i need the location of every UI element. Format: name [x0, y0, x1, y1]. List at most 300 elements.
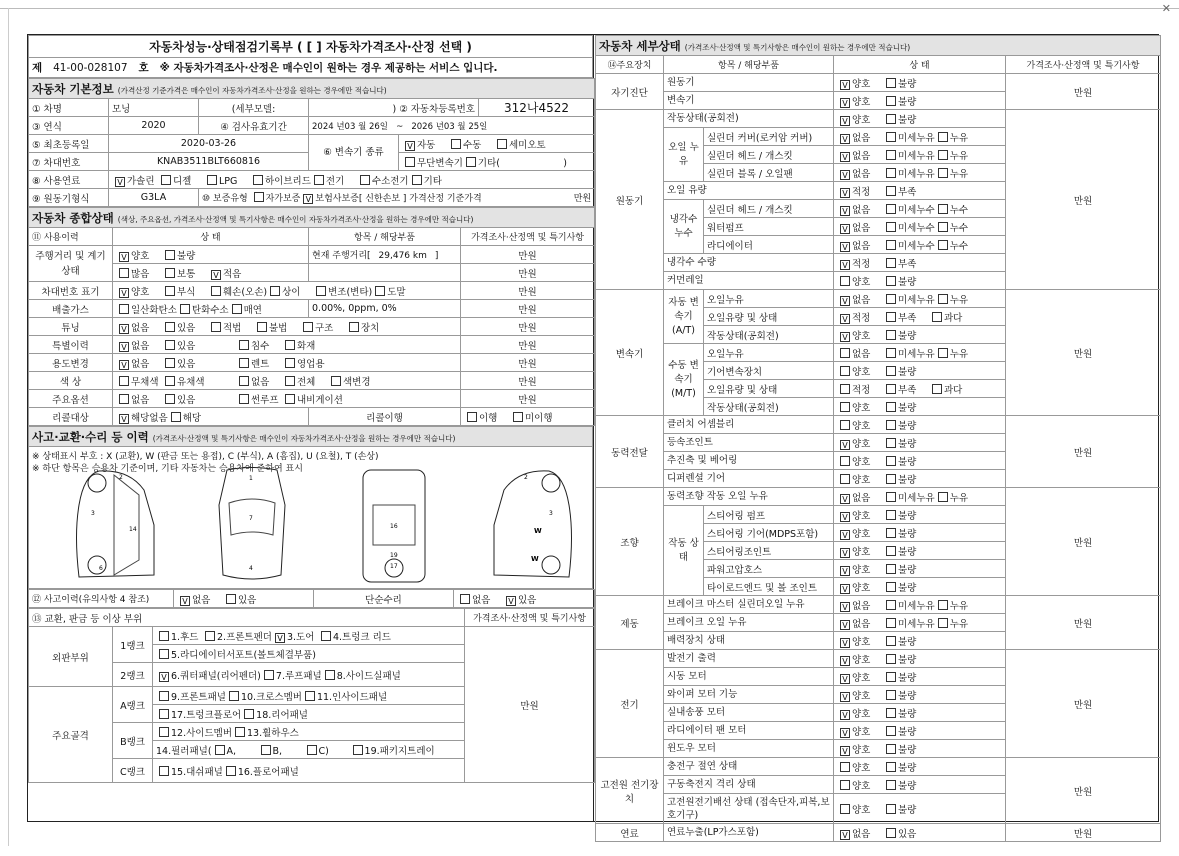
checkbox-icon[interactable] — [840, 456, 850, 466]
checkbox-icon[interactable]: V — [840, 548, 850, 558]
checkbox-icon[interactable]: V — [840, 206, 850, 216]
option-checkbox[interactable] — [116, 320, 162, 334]
checkbox-icon[interactable] — [412, 175, 422, 185]
checkbox-icon[interactable] — [938, 222, 948, 232]
option-checkbox[interactable] — [837, 634, 883, 648]
checkbox-icon[interactable] — [257, 322, 267, 332]
checkbox-icon[interactable] — [938, 132, 948, 142]
option-checkbox[interactable] — [883, 652, 929, 666]
option-checkbox[interactable] — [883, 490, 935, 504]
checkbox-icon[interactable] — [244, 709, 254, 719]
checkbox-icon[interactable] — [331, 376, 341, 386]
checkbox-icon[interactable] — [305, 691, 315, 701]
checkbox-icon[interactable] — [119, 304, 129, 314]
option-checkbox[interactable] — [837, 238, 883, 252]
checkbox-icon[interactable]: V — [840, 314, 850, 324]
option-checkbox[interactable] — [402, 137, 448, 151]
checkbox-icon[interactable] — [375, 286, 385, 296]
option-checkbox[interactable] — [372, 284, 418, 298]
option-checkbox[interactable] — [223, 592, 269, 606]
option-checkbox[interactable] — [837, 202, 883, 216]
checkbox-icon[interactable] — [325, 670, 335, 680]
option-checkbox[interactable] — [162, 392, 208, 406]
option-checkbox[interactable] — [883, 184, 929, 198]
checkbox-icon[interactable] — [938, 618, 948, 628]
option-checkbox[interactable] — [883, 760, 929, 774]
option-checkbox[interactable] — [837, 802, 883, 816]
option-checkbox[interactable] — [837, 364, 883, 378]
option-checkbox[interactable] — [837, 580, 883, 594]
checkbox-icon[interactable] — [513, 412, 523, 422]
status-options[interactable] — [834, 824, 1006, 842]
option-checkbox[interactable] — [350, 743, 435, 757]
option-checkbox[interactable] — [302, 689, 387, 703]
option-checkbox[interactable] — [282, 338, 328, 352]
checkbox-icon[interactable] — [932, 384, 942, 394]
checkbox-icon[interactable] — [886, 366, 896, 376]
checkbox-icon[interactable] — [316, 286, 326, 296]
option-checkbox[interactable] — [162, 248, 208, 262]
checkbox-icon[interactable] — [180, 304, 190, 314]
rank2-row[interactable] — [153, 663, 465, 687]
status-options[interactable] — [834, 758, 1006, 776]
checkbox-icon[interactable] — [229, 691, 239, 701]
checkbox-icon[interactable] — [886, 240, 896, 250]
checkbox-icon[interactable] — [264, 670, 274, 680]
option-checkbox[interactable] — [883, 706, 929, 720]
option-checkbox[interactable] — [837, 274, 883, 288]
option-checkbox[interactable] — [935, 166, 981, 180]
checkbox-icon[interactable]: V — [119, 324, 129, 334]
option-checkbox[interactable] — [282, 392, 343, 406]
option-checkbox[interactable] — [837, 418, 883, 432]
checkbox-icon[interactable] — [165, 376, 175, 386]
option-checkbox[interactable] — [935, 490, 981, 504]
status-options[interactable] — [834, 200, 1006, 218]
checkbox-icon[interactable]: V — [840, 260, 850, 270]
option-checkbox[interactable] — [162, 356, 208, 370]
option-checkbox[interactable] — [229, 302, 275, 316]
option-checkbox[interactable] — [837, 652, 883, 666]
status-options[interactable] — [834, 344, 1006, 362]
checkbox-icon[interactable] — [886, 330, 896, 340]
option-checkbox[interactable] — [494, 137, 546, 151]
option-checkbox[interactable] — [883, 94, 929, 108]
checkbox-icon[interactable]: V — [840, 152, 850, 162]
checkbox-icon[interactable] — [270, 286, 280, 296]
checkbox-icon[interactable] — [886, 510, 896, 520]
checkbox-icon[interactable]: V — [840, 80, 850, 90]
gen-r3[interactable] — [113, 282, 461, 300]
checkbox-icon[interactable] — [261, 745, 271, 755]
option-checkbox[interactable] — [837, 706, 883, 720]
status-options[interactable] — [834, 254, 1006, 272]
gen-r4[interactable] — [113, 300, 309, 318]
option-checkbox[interactable] — [162, 284, 208, 298]
status-options[interactable] — [834, 74, 1006, 92]
checkbox-icon[interactable]: V — [119, 342, 129, 352]
checkbox-icon[interactable]: V — [840, 98, 850, 108]
checkbox-icon[interactable] — [886, 636, 896, 646]
checkbox-icon[interactable]: V — [840, 830, 850, 840]
status-options[interactable] — [834, 128, 1006, 146]
status-options[interactable] — [834, 488, 1006, 506]
status-options[interactable] — [834, 650, 1006, 668]
gen-r10[interactable] — [113, 408, 309, 426]
checkbox-icon[interactable] — [886, 690, 896, 700]
status-options[interactable] — [834, 560, 1006, 578]
fuel-opts[interactable] — [109, 171, 595, 189]
option-checkbox[interactable] — [116, 266, 162, 280]
option-checkbox[interactable] — [883, 454, 929, 468]
option-checkbox[interactable] — [116, 392, 162, 406]
checkbox-icon[interactable] — [215, 745, 225, 755]
checkbox-icon[interactable] — [886, 780, 896, 790]
checkbox-icon[interactable] — [886, 186, 896, 196]
checkbox-icon[interactable] — [254, 192, 264, 202]
checkbox-icon[interactable]: V — [119, 288, 129, 298]
option-checkbox[interactable] — [258, 745, 304, 757]
checkbox-icon[interactable] — [840, 762, 850, 772]
option-checkbox[interactable] — [236, 338, 282, 352]
checkbox-icon[interactable] — [886, 618, 896, 628]
checkbox-icon[interactable] — [165, 340, 175, 350]
checkbox-icon[interactable] — [886, 600, 896, 610]
checkbox-icon[interactable] — [938, 204, 948, 214]
checkbox-icon[interactable] — [239, 376, 249, 386]
option-checkbox[interactable] — [156, 725, 232, 739]
status-options[interactable] — [834, 506, 1006, 524]
checkbox-icon[interactable]: V — [840, 512, 850, 522]
option-checkbox[interactable] — [510, 410, 556, 424]
option-checkbox[interactable] — [837, 148, 883, 162]
option-checkbox[interactable] — [883, 400, 929, 414]
checkbox-icon[interactable] — [165, 250, 175, 260]
rankC-row[interactable] — [153, 759, 465, 783]
checkbox-icon[interactable] — [840, 474, 850, 484]
status-options[interactable] — [834, 290, 1006, 308]
status-options[interactable] — [834, 236, 1006, 254]
checkbox-icon[interactable] — [886, 114, 896, 124]
checkbox-icon[interactable] — [232, 304, 242, 314]
status-options[interactable] — [834, 272, 1006, 290]
checkbox-icon[interactable] — [938, 348, 948, 358]
option-checkbox[interactable] — [212, 745, 258, 757]
rankB-row-b[interactable]: 14.필러패널( A, B, C) 19.패키지트레이 — [153, 741, 465, 759]
option-checkbox[interactable] — [883, 220, 935, 234]
status-options[interactable] — [834, 362, 1006, 380]
option-checkbox[interactable] — [232, 725, 299, 739]
checkbox-icon[interactable]: V — [840, 656, 850, 666]
option-checkbox[interactable] — [837, 112, 883, 126]
option-checkbox[interactable] — [503, 592, 549, 606]
checkbox-icon[interactable] — [938, 150, 948, 160]
checkbox-icon[interactable] — [159, 709, 169, 719]
checkbox-icon[interactable] — [165, 322, 175, 332]
checkbox-icon[interactable] — [226, 594, 236, 604]
checkbox-icon[interactable]: V — [180, 596, 190, 606]
checkbox-icon[interactable] — [460, 594, 470, 604]
option-checkbox[interactable] — [935, 346, 981, 360]
option-checkbox[interactable] — [837, 778, 883, 792]
checkbox-icon[interactable] — [886, 132, 896, 142]
option-checkbox[interactable] — [837, 490, 883, 504]
option-checkbox[interactable] — [448, 137, 494, 151]
option-checkbox[interactable] — [837, 184, 883, 198]
checkbox-icon[interactable]: V — [119, 414, 129, 424]
option-checkbox[interactable] — [837, 598, 883, 612]
checkbox-icon[interactable]: V — [840, 584, 850, 594]
checkbox-icon[interactable] — [886, 582, 896, 592]
checkbox-icon[interactable] — [886, 150, 896, 160]
option-checkbox[interactable] — [328, 374, 374, 388]
option-checkbox[interactable] — [883, 328, 929, 342]
checkbox-icon[interactable] — [159, 631, 169, 641]
option-checkbox[interactable] — [162, 374, 208, 388]
checkbox-icon[interactable]: V — [840, 674, 850, 684]
status-options[interactable] — [834, 434, 1006, 452]
status-options[interactable] — [834, 380, 1006, 398]
option-checkbox[interactable] — [156, 689, 226, 703]
option-checkbox[interactable] — [226, 689, 302, 703]
simple-repair-opts[interactable] — [454, 590, 595, 608]
option-checkbox[interactable] — [883, 76, 929, 90]
option-checkbox[interactable] — [116, 338, 162, 352]
checkbox-icon[interactable] — [886, 672, 896, 682]
option-checkbox[interactable] — [837, 724, 883, 738]
close-icon[interactable]: ✕ — [1161, 2, 1171, 15]
checkbox-icon[interactable] — [405, 157, 415, 167]
option-checkbox[interactable] — [156, 707, 241, 721]
option-checkbox[interactable] — [837, 526, 883, 540]
option-checkbox[interactable] — [883, 436, 929, 450]
option-checkbox[interactable] — [883, 616, 935, 630]
trans-opts-1[interactable] — [399, 135, 595, 153]
checkbox-icon[interactable]: V — [119, 360, 129, 370]
option-checkbox[interactable] — [837, 616, 883, 630]
option-checkbox[interactable] — [837, 256, 883, 270]
checkbox-icon[interactable] — [467, 412, 477, 422]
option-checkbox[interactable] — [883, 310, 929, 324]
checkbox-icon[interactable] — [886, 420, 896, 430]
gen-r5[interactable] — [113, 318, 461, 336]
status-options[interactable] — [834, 614, 1006, 632]
option-checkbox[interactable] — [837, 382, 883, 396]
option-checkbox[interactable] — [837, 346, 883, 360]
option-checkbox[interactable] — [116, 248, 162, 262]
checkbox-icon[interactable] — [886, 168, 896, 178]
status-options[interactable] — [834, 470, 1006, 488]
option-checkbox[interactable] — [935, 220, 981, 234]
checkbox-icon[interactable] — [159, 766, 169, 776]
checkbox-icon[interactable] — [938, 492, 948, 502]
option-checkbox[interactable] — [168, 410, 214, 424]
option-checkbox[interactable] — [261, 668, 322, 682]
checkbox-icon[interactable]: V — [840, 494, 850, 504]
option-checkbox[interactable] — [935, 292, 981, 306]
checkbox-icon[interactable] — [119, 394, 129, 404]
rank1-row-b[interactable] — [153, 645, 465, 663]
checkbox-icon[interactable] — [886, 348, 896, 358]
option-checkbox[interactable] — [357, 173, 409, 187]
status-options[interactable] — [834, 326, 1006, 344]
checkbox-icon[interactable] — [239, 358, 249, 368]
status-options[interactable] — [834, 182, 1006, 200]
checkbox-icon[interactable] — [886, 96, 896, 106]
option-checkbox[interactable] — [116, 302, 177, 316]
option-checkbox[interactable] — [236, 374, 282, 388]
checkbox-icon[interactable]: V — [840, 188, 850, 198]
status-options[interactable] — [834, 146, 1006, 164]
option-checkbox[interactable] — [177, 592, 223, 606]
checkbox-icon[interactable] — [886, 474, 896, 484]
option-checkbox[interactable] — [883, 148, 935, 162]
option-checkbox[interactable] — [883, 688, 929, 702]
checkbox-icon[interactable] — [938, 600, 948, 610]
option-checkbox[interactable] — [300, 191, 358, 204]
option-checkbox[interactable] — [223, 764, 299, 778]
option-checkbox[interactable] — [116, 356, 162, 370]
warranty[interactable]: ⑩ 보증유형 자가보증 V 보험사보증[ 신한손보 ] 가격산정 기준가격 만원 — [199, 189, 595, 207]
status-options[interactable] — [834, 722, 1006, 740]
option-checkbox[interactable] — [837, 166, 883, 180]
checkbox-icon[interactable]: V — [840, 692, 850, 702]
checkbox-icon[interactable] — [466, 157, 476, 167]
checkbox-icon[interactable]: V — [119, 252, 129, 262]
checkbox-icon[interactable]: V — [275, 633, 285, 643]
option-checkbox[interactable] — [883, 508, 929, 522]
checkbox-icon[interactable] — [239, 340, 249, 350]
checkbox-icon[interactable] — [886, 456, 896, 466]
checkbox-icon[interactable] — [119, 376, 129, 386]
checkbox-icon[interactable] — [211, 286, 221, 296]
option-checkbox[interactable] — [156, 647, 316, 661]
status-options[interactable] — [834, 686, 1006, 704]
option-checkbox[interactable] — [935, 130, 981, 144]
option-checkbox[interactable] — [156, 668, 261, 682]
option-checkbox[interactable] — [837, 454, 883, 468]
option-checkbox[interactable] — [837, 826, 883, 840]
option-checkbox[interactable] — [837, 94, 883, 108]
checkbox-icon[interactable]: V — [840, 746, 850, 756]
status-options[interactable] — [834, 524, 1006, 542]
checkbox-icon[interactable] — [886, 528, 896, 538]
checkbox-icon[interactable]: V — [840, 296, 850, 306]
option-checkbox[interactable] — [463, 155, 509, 169]
option-checkbox[interactable] — [929, 382, 975, 396]
checkbox-icon[interactable] — [211, 322, 221, 332]
option-checkbox[interactable] — [837, 400, 883, 414]
checkbox-icon[interactable] — [205, 631, 215, 641]
checkbox-icon[interactable] — [159, 691, 169, 701]
rank1-row-a[interactable] — [153, 627, 465, 645]
checkbox-icon[interactable]: V — [840, 440, 850, 450]
option-checkbox[interactable] — [250, 173, 311, 187]
checkbox-icon[interactable] — [303, 322, 313, 332]
checkbox-icon[interactable] — [886, 546, 896, 556]
checkbox-icon[interactable] — [165, 394, 175, 404]
option-checkbox[interactable] — [162, 266, 208, 280]
option-checkbox[interactable] — [883, 562, 929, 576]
checkbox-icon[interactable]: V — [840, 332, 850, 342]
checkbox-icon[interactable] — [253, 175, 263, 185]
rankA-row-a[interactable] — [153, 687, 465, 705]
checkbox-icon[interactable]: V — [840, 728, 850, 738]
option-checkbox[interactable] — [883, 544, 929, 558]
option-checkbox[interactable] — [929, 310, 975, 324]
option-checkbox[interactable] — [236, 356, 282, 370]
checkbox-icon[interactable] — [159, 727, 169, 737]
checkbox-icon[interactable] — [239, 394, 249, 404]
status-options[interactable] — [834, 164, 1006, 182]
option-checkbox[interactable] — [322, 668, 401, 682]
checkbox-icon[interactable] — [886, 402, 896, 412]
option-checkbox[interactable] — [267, 284, 313, 298]
option-checkbox[interactable] — [883, 256, 929, 270]
status-options[interactable] — [834, 740, 1006, 758]
option-checkbox[interactable] — [304, 745, 350, 757]
checkbox-icon[interactable]: V — [303, 194, 313, 204]
checkbox-icon[interactable] — [235, 727, 245, 737]
status-options[interactable] — [834, 218, 1006, 236]
option-checkbox[interactable] — [883, 364, 929, 378]
status-options[interactable] — [834, 794, 1006, 824]
option-checkbox[interactable] — [837, 76, 883, 90]
checkbox-icon[interactable]: V — [840, 224, 850, 234]
option-checkbox[interactable] — [837, 508, 883, 522]
checkbox-icon[interactable]: V — [840, 134, 850, 144]
checkbox-icon[interactable] — [886, 828, 896, 838]
checkbox-icon[interactable] — [938, 294, 948, 304]
checkbox-icon[interactable] — [886, 726, 896, 736]
option-checkbox[interactable] — [158, 173, 204, 187]
checkbox-icon[interactable] — [886, 276, 896, 286]
option-checkbox[interactable] — [208, 284, 267, 298]
checkbox-icon[interactable] — [285, 394, 295, 404]
checkbox-icon[interactable]: V — [840, 602, 850, 612]
option-checkbox[interactable] — [409, 173, 455, 187]
option-checkbox[interactable] — [883, 346, 935, 360]
checkbox-icon[interactable] — [886, 744, 896, 754]
checkbox-icon[interactable] — [161, 175, 171, 185]
option-checkbox[interactable] — [300, 320, 346, 334]
checkbox-icon[interactable]: V — [506, 596, 516, 606]
option-checkbox[interactable] — [241, 707, 308, 721]
option-checkbox[interactable] — [837, 328, 883, 342]
checkbox-icon[interactable] — [886, 564, 896, 574]
option-checkbox[interactable] — [837, 742, 883, 756]
option-checkbox[interactable] — [837, 688, 883, 702]
checkbox-icon[interactable] — [886, 222, 896, 232]
option-checkbox[interactable] — [313, 284, 372, 298]
option-checkbox[interactable] — [883, 580, 929, 594]
option-checkbox[interactable] — [883, 202, 935, 216]
status-options[interactable] — [834, 110, 1006, 128]
checkbox-icon[interactable] — [349, 322, 359, 332]
option-checkbox[interactable] — [346, 320, 392, 334]
option-checkbox[interactable] — [883, 292, 935, 306]
option-checkbox[interactable] — [883, 238, 935, 252]
accident-history-opts[interactable] — [174, 590, 314, 608]
option-checkbox[interactable] — [402, 155, 463, 169]
trans-opts-2[interactable]: 무단변속기 기타( ) — [399, 153, 595, 171]
checkbox-icon[interactable] — [840, 384, 850, 394]
option-checkbox[interactable] — [837, 670, 883, 684]
option-checkbox[interactable] — [464, 410, 510, 424]
checkbox-icon[interactable]: V — [840, 242, 850, 252]
option-checkbox[interactable] — [208, 320, 254, 334]
option-checkbox[interactable] — [883, 826, 929, 840]
